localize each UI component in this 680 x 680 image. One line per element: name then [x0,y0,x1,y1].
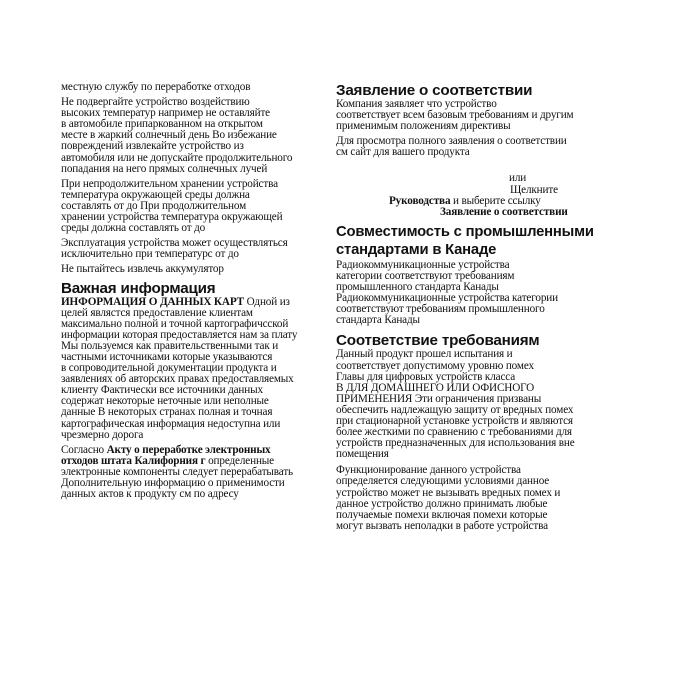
view-declaration-paragraph [336,136,596,158]
text-line: Компания заявляет что устройство [336,98,497,110]
text-line: частными источниками которые указываются [61,350,273,363]
text-line: определяется следующими условиями данное [336,475,550,488]
recycling-paragraph-end [61,82,316,93]
text-line: информации которая предоставляется нам за плату [61,328,298,341]
text-line: более жесткими по сравнению с требованиями для [336,426,572,439]
text-line: см сайт для вашего продукта [336,146,470,159]
text-run: и выберите ссылку [450,194,541,207]
text-line: высоких температур например не оставляйте [61,107,270,120]
california-act-paragraph [61,445,316,500]
declaration-paragraph [336,99,596,132]
battery-paragraph [61,264,316,275]
important-info-heading: Важная информация [61,279,216,297]
text-line: среды должна составлять от до [61,222,206,235]
text-line: применимым положениям директивы [336,120,511,133]
text-line: получаемые помехи включая помехи которые [336,508,548,521]
text-line: заявлениях об авторских правах предоставляемых [61,373,294,386]
text-line: Не пытайтесь извлечь аккумулятор [61,263,224,276]
act-title: отходов штата Калифорния [61,454,198,467]
text-line: Не подвергайте устройство воздействию [61,96,250,109]
text-line: картографическая информация недоступна или [61,417,281,430]
text-line: исключительно при температурс от до [61,248,239,261]
text-line: В ДЛЯ ДОМАШНЕГО ИЛИ ОФИСНОГО [336,381,535,394]
text-line: устройство может не вызывать вредных помех и [336,486,561,499]
text-line: температура окружающей среды должна [61,188,250,201]
text-line [336,207,596,218]
text-line: в сопроводительной документации продукта и [61,362,277,375]
text-line: стандарта Канады [336,314,420,327]
text-line: автомобиля или не допускайте продолжительного [61,151,293,164]
text-line: Мы пользуемся как правительственными так и [61,339,279,352]
text-line: Эксплуатация устройства может осуществляться [61,237,288,250]
guides-link[interactable]: Руководства [389,194,451,207]
text-line: местную службу по переработке отходов [61,81,251,93]
text-line: Дополнительную информацию о применимости [61,477,285,489]
text-line: промышленного стандарта Канады [336,281,499,294]
text-line: повреждений извлекайте устройство из [61,140,244,153]
text-line: ПРИМЕНЕНИЯ Эти ограничения призваны [336,392,542,405]
text-run: Одной из [243,295,290,308]
text-line: максимально полной и точной картографичсской [61,317,289,330]
text-run: Согласно [61,443,107,456]
act-title: Акту о переработке электронных [106,443,271,456]
text-line: электронные компоненты следует перерабатывать [61,465,294,478]
map-data-paragraph [61,297,316,441]
canada-paragraph [336,260,596,327]
text-line: данное устройство должно принимать любые [336,497,548,510]
text-line: соответствует допустимому уровню помех [336,359,534,372]
instructions-paragraph [336,173,596,217]
or-text: или [509,172,527,185]
text-line: клиенту Фактически все источники данных [61,384,263,397]
text-line: соответствуют требованиям промышленного [336,303,545,316]
left-column [61,82,316,504]
canada-heading-line1: Совместимость с промышленными [336,223,594,240]
text-line: при стационарной установке устройств и являются [336,414,573,427]
storage-temperature-paragraph [61,179,316,234]
text-line: составлять от до При продолжительном [61,199,246,212]
text-line: категории соответствуют требованиям [336,269,515,282]
right-column [336,82,596,536]
declaration-heading: Заявление о соответствии [336,82,533,99]
function-paragraph [336,465,596,532]
text-line: обеспечить надлежащую защиту от вредных помех [336,403,574,416]
text-line: попадания на него прямых солнечных лучей [61,162,268,175]
compliance-paragraph [336,349,596,460]
text-line: Радиокоммуникационные устройства категории [336,292,558,305]
heat-warning-paragraph [61,97,316,175]
text-line: данных актов к продукту см по адресу [61,488,239,501]
text-line: содержат некоторые неточные или неполные [61,395,269,408]
text-line: могут вызвать неполадки в работе устройства [336,519,548,532]
text-line: Данный продукт прошел испытания и [336,348,513,361]
text-line: Функционирование данного устройства [336,464,521,477]
text-line: помещения [336,448,389,461]
text-line: целей являстся предоставление клиентам [61,306,253,319]
map-data-label: ИНФОРМАЦИЯ О ДАННЫХ КАРТ [61,295,244,308]
text-line: соответствует всем базовым требованиям и другим [336,109,574,122]
compliance-heading: Соответствие требованиям [336,332,540,350]
text-line: устройств предназначенных для использования вне [336,437,575,450]
canada-heading-line2: стандартами в Канаде [336,242,497,259]
text-line: данные В некоторых странах полная и точная [61,406,273,419]
text-line: чрезмерно дорога [61,428,144,441]
text-run: определенные [205,454,274,467]
declaration-link[interactable]: Заявление о соответствии [440,205,568,218]
click-text: Щелкните [510,183,558,196]
text-line: Главы для цифровых устройств класса [336,370,516,383]
text-line: Для просмотра полного заявления о соответствии [336,135,567,148]
text-line: При непродолжительном хранении устройства [61,177,278,190]
text-line [61,297,316,308]
text-line: в автомобиле припаркованном на открытом [61,118,263,131]
text-line: хранении устройства температура окружающей [61,211,283,224]
text-run: г [197,454,206,467]
operating-temperature-paragraph [61,238,316,260]
text-line: месте в жаркий солнечный день Во избежание [61,129,277,142]
text-line: Радиокоммуникационные устройства [336,258,510,271]
